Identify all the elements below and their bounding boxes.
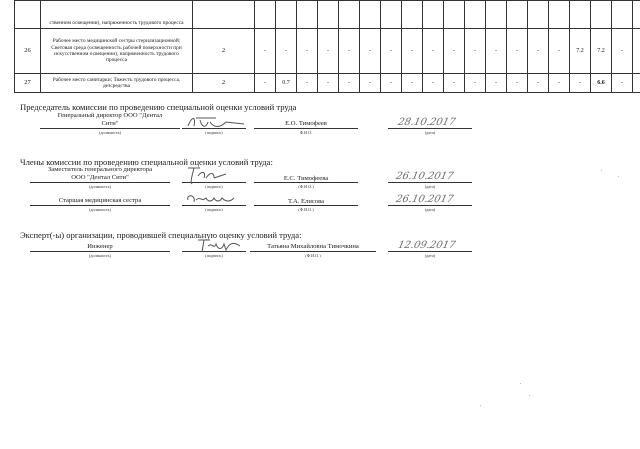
row-number [15, 1, 41, 29]
caption-name: Ф.И.О. [299, 130, 313, 135]
row-value: - [549, 74, 570, 93]
signature-line [388, 251, 472, 252]
row-value: - [255, 29, 276, 74]
experts-heading: Эксперт(-ы) организации, проводившей специальную оценку условий труда: [20, 230, 302, 240]
signature-line [250, 251, 376, 252]
row-value: - [381, 29, 402, 74]
row-value: - [276, 29, 297, 74]
row-value [276, 1, 297, 29]
row-value [528, 1, 549, 29]
row-value [507, 1, 528, 29]
signature-line [30, 182, 170, 183]
row-description: Рабочее место санитарки; Тяжесть трудового процесса, дезсредства [41, 74, 193, 93]
row-value [549, 1, 570, 29]
row-value [339, 1, 360, 29]
chairman-position-line1: Генеральный директор ООО "Дентал [57, 112, 163, 119]
row-value [360, 1, 381, 29]
member-name: Е.С. Тимофеева [283, 175, 329, 182]
row-value: - [423, 74, 444, 93]
row-value: - [444, 74, 465, 93]
row-number: 26 [15, 29, 41, 74]
row-value: - [528, 29, 549, 74]
signature-line [40, 128, 180, 129]
handwritten-signature [184, 164, 228, 186]
row-value: - [318, 29, 339, 74]
row-value: - [612, 74, 633, 93]
row-value: 7.2 [591, 29, 612, 74]
table-row [15, 74, 640, 93]
results-table [14, 0, 640, 93]
row-value [612, 1, 633, 29]
caption-name: (Ф.И.О.) [305, 253, 321, 258]
row-value: - [360, 74, 381, 93]
caption-signature: (подпись) [205, 253, 223, 258]
handwritten-signature [196, 236, 242, 254]
row-value: - [570, 74, 591, 93]
caption-position: (должность) [89, 207, 111, 212]
handwritten-date: 26.10.2017 [394, 171, 455, 182]
row-value: - [402, 29, 423, 74]
signature-line [388, 128, 472, 129]
row-description: Рабочее место медицинской сестры стерилизационной; Световая среда (освещенность рабочей поверхности при искусственном освещении), напряженность трудового процесса [41, 29, 193, 74]
handwritten-date: 28.10.2017 [396, 117, 457, 128]
signature-line [388, 182, 472, 183]
row-value [255, 1, 276, 29]
table-row [15, 1, 640, 29]
caption-position: (должность) [89, 253, 111, 258]
row-value: - [297, 74, 318, 93]
chairman-position-line2: Сити" [101, 120, 119, 127]
row-value: - [486, 74, 507, 93]
row-value: 6.6 [591, 74, 612, 93]
scan-speck [480, 405, 481, 406]
handwritten-date: 26.10.2017 [394, 194, 455, 205]
row-description: ственном освещении), напряженность трудового процесса [41, 1, 193, 29]
row-value: - [465, 29, 486, 74]
scan-speck [520, 383, 521, 384]
row-value: - [444, 29, 465, 74]
row-value: - [318, 74, 339, 93]
row-value: - [297, 29, 318, 74]
row-class: 2 [193, 74, 255, 93]
row-value [381, 1, 402, 29]
row-value: - [339, 29, 360, 74]
row-value [570, 1, 591, 29]
chairman-name: Е.О. Тимофеев [285, 120, 327, 127]
row-value: - [465, 74, 486, 93]
expert-position: Инженер [87, 243, 113, 250]
table-row [15, 29, 640, 74]
row-value: 0.7 [276, 74, 297, 93]
row-value: - [507, 29, 528, 74]
handwritten-date: 12.09.2017 [396, 240, 457, 251]
member-name: Т.А. Елисова [287, 198, 325, 205]
row-number: 27 [15, 74, 41, 93]
caption-date: (дата) [424, 184, 436, 189]
row-value: - [507, 74, 528, 93]
row-class [193, 1, 255, 29]
caption-date: (дата) [424, 253, 436, 258]
row-value [465, 1, 486, 29]
caption-position: (должность) [89, 184, 111, 189]
caption-name: (Ф.И.О.) [298, 184, 314, 189]
row-value: - [423, 29, 444, 74]
row-value: - [486, 29, 507, 74]
row-value [423, 1, 444, 29]
handwritten-signature [186, 114, 246, 132]
member-position-line1: Старшая медицинская сестра [58, 197, 142, 204]
row-value: - [612, 29, 633, 74]
expert-name: Татьяна Михайловна Тимочкина [267, 243, 359, 250]
scan-speck [529, 395, 530, 396]
row-value [297, 1, 318, 29]
caption-position: (должность) [99, 130, 121, 135]
row-value: - [549, 29, 570, 74]
caption-date: (дата) [424, 207, 436, 212]
row-value: - [255, 74, 276, 93]
row-value: - [402, 74, 423, 93]
row-value [444, 1, 465, 29]
signature-line [30, 205, 170, 206]
caption-signature: (подпись) [205, 130, 223, 135]
row-value [318, 1, 339, 29]
chairman-heading: Председатель комиссии по проведению специальной оценки условий труда [20, 102, 297, 112]
member-position-line2: ООО "Дентал Сити" [71, 174, 129, 181]
row-value: - [528, 74, 549, 93]
scan-speck [618, 176, 619, 177]
caption-name: (Ф.И.О.) [298, 207, 314, 212]
row-value [633, 74, 640, 93]
row-value: 7.2 [570, 29, 591, 74]
row-value: - [339, 74, 360, 93]
row-value: - [381, 74, 402, 93]
signature-line [254, 128, 358, 129]
signature-line [254, 205, 358, 206]
member-position-line1: Заместитель генерального директора [47, 166, 152, 173]
row-value: - [360, 29, 381, 74]
members-heading: Члены комиссии по проведению специальной оценки условий труда: [20, 157, 273, 167]
row-value [402, 1, 423, 29]
row-value [591, 1, 612, 29]
row-value [633, 29, 640, 74]
handwritten-signature [184, 192, 236, 206]
scan-speck [601, 170, 602, 171]
caption-signature: (подпись) [205, 207, 223, 212]
row-class: 2 [193, 29, 255, 74]
row-value [486, 1, 507, 29]
signature-line [254, 182, 358, 183]
caption-date: (дата) [424, 130, 436, 135]
row-value [633, 1, 640, 29]
signature-line [30, 251, 170, 252]
caption-signature: (подпись) [205, 184, 223, 189]
signature-line [388, 205, 472, 206]
